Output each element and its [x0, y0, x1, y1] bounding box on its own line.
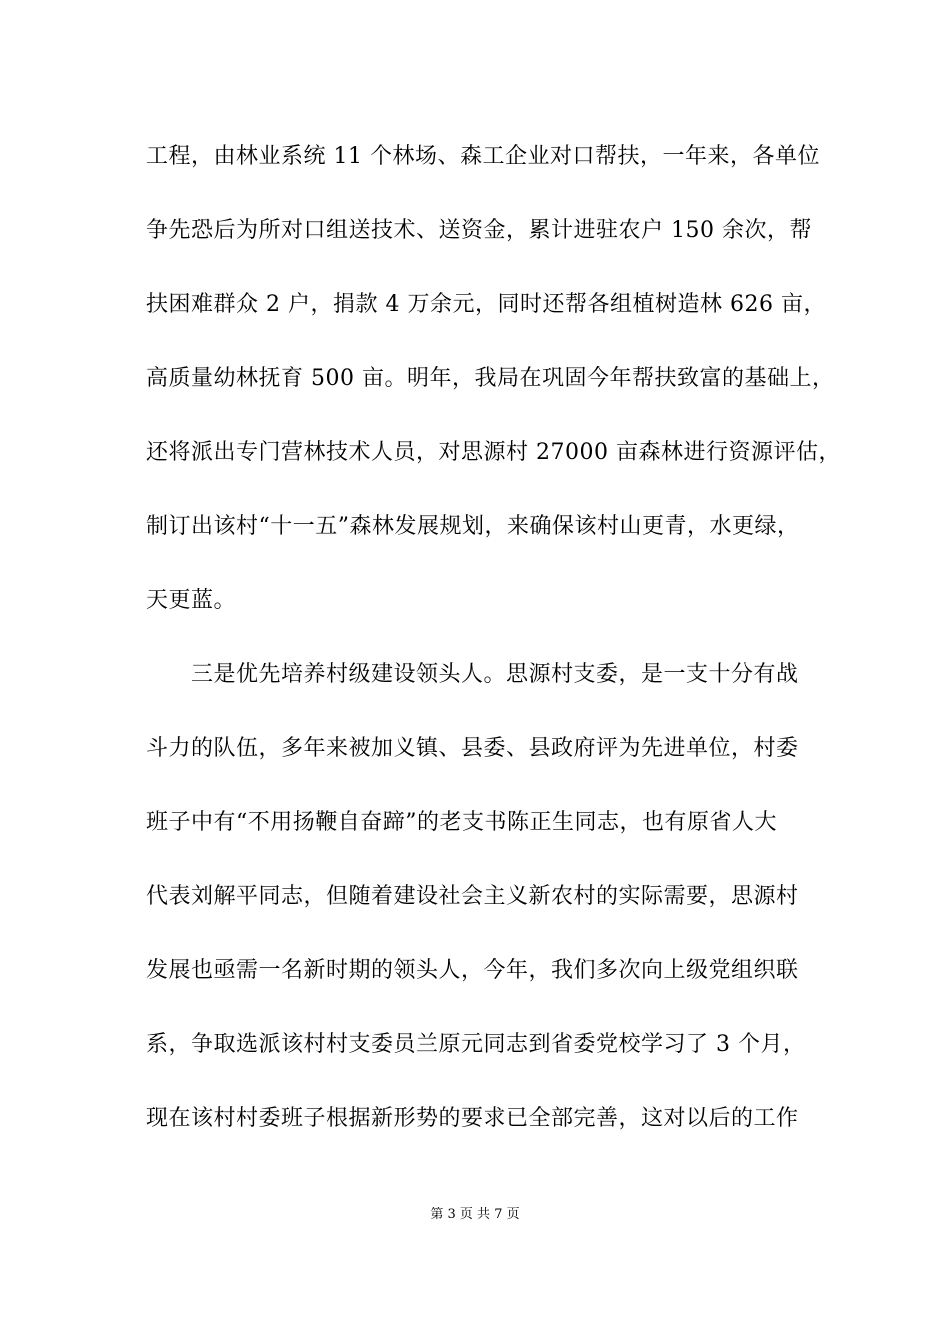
paragraph-line: 系，争取选派该村村支委员兰原元同志到省委党校学习了 3 个月， [146, 1032, 806, 1057]
paragraph-line: 高质量幼林抚育 500 亩。明年，我局在巩固今年帮扶致富的基础上， [146, 366, 835, 391]
paragraph-line: 天更蓝。 [146, 588, 237, 613]
paragraph-line: 制订出该村“十一五”森林发展规划，来确保该村山更青，水更绿， [146, 514, 800, 539]
paragraph-line: 现在该村村委班子根据新形势的要求已全部完善，这对以后的工作 [146, 1106, 799, 1131]
paragraph-line: 代表刘解平同志，但随着建设社会主义新农村的实际需要，思源村 [146, 884, 799, 909]
paragraph-line: 争先恐后为所对口组送技术、送资金，累计进驻农户 150 余次，帮 [146, 218, 812, 243]
paragraph-line: 扶困难群众 2 户，捐款 4 万余元，同时还帮各组植树造林 626 亩， [146, 292, 826, 317]
paragraph-line: 发展也亟需一名新时期的领头人，今年，我们多次向上级党组织联 [146, 958, 799, 983]
paragraph-line: 斗力的队伍，多年来被加义镇、县委、县政府评为先进单位，村委 [146, 736, 799, 761]
paragraph-first-line: 三是优先培养村级建设领头人。思源村支委，是一支十分有战 [191, 662, 799, 687]
paragraph-line: 还将派出专门营林技术人员，对思源村 27000 亩森林进行资源评估， [146, 440, 841, 465]
document-body [146, 134, 841, 1170]
paragraph-line: 班子中有“不用扬鞭自奋蹄”的老支书陈正生同志，也有原省人大 [146, 810, 777, 835]
page-number-footer: 第 3 页 共 7 页 [430, 1207, 520, 1222]
paragraph-line: 工程，由林业系统 11 个林场、森工企业对口帮扶，一年来，各单位 [146, 144, 820, 169]
